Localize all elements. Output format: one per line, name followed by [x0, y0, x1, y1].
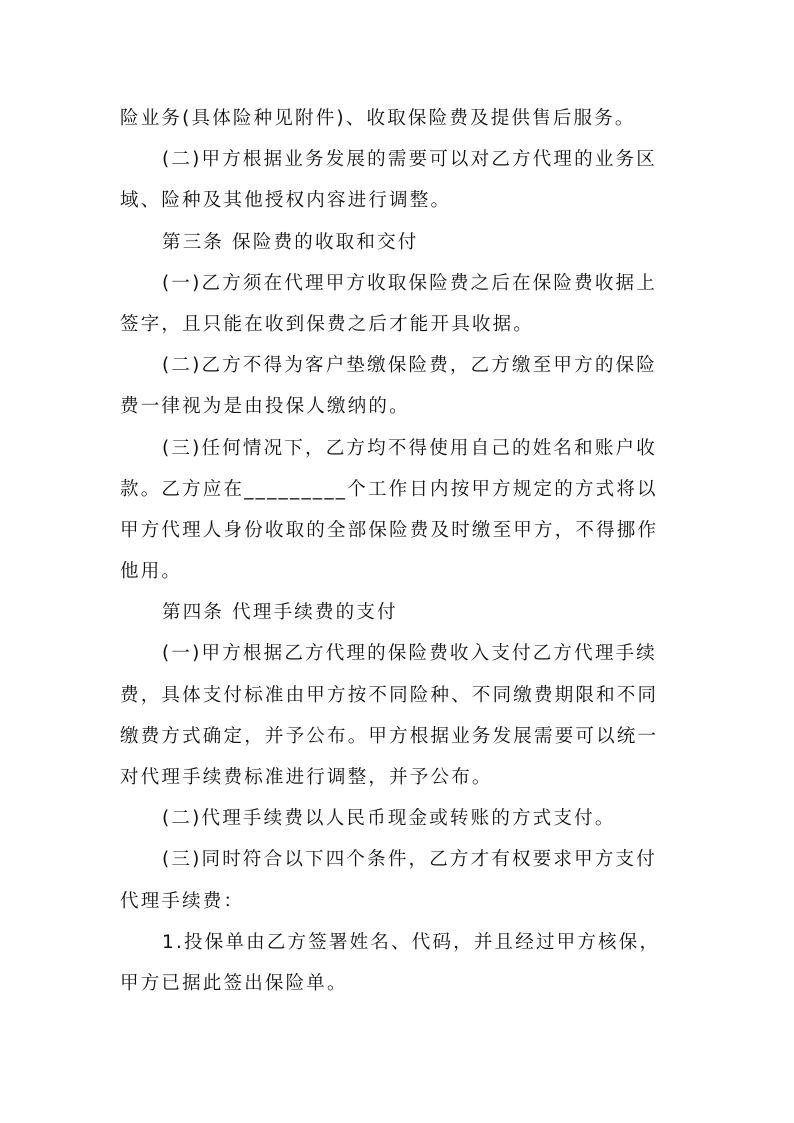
text-line-15: 费，具体支付标准由甲方按不同险种、不同缴费期限和不同 — [120, 684, 659, 706]
text-line-12: 他用。 — [120, 561, 183, 583]
text-line-10: 款。乙方应在_________个工作日内按甲方规定的方式将以 — [120, 478, 658, 500]
text-line-2: (二)甲方根据业务发展的需要可以对乙方代理的业务区 — [162, 149, 657, 171]
article-3-heading: 第三条 保险费的收取和交付 — [162, 231, 419, 253]
text-line-11: 甲方代理人身份收取的全部保险费及时缴至甲方，不得挪作 — [120, 519, 659, 541]
text-line-1: 险业务(具体险种见附件)、收取保险费及提供售后服务。 — [120, 108, 636, 129]
document-body — [120, 98, 675, 1004]
text-line-14: (一)甲方根据乙方代理的保险费收入支付乙方代理手续 — [162, 643, 657, 665]
text-line-9: (三)任何情况下，乙方均不得使用自己的姓名和账户收 — [162, 437, 657, 459]
text-line-18: (二)代理手续费以人民币现金或转账的方式支付。 — [162, 808, 616, 830]
article-4-heading: 第四条 代理手续费的支付 — [162, 602, 398, 624]
text-line-20: 代理手续费： — [120, 890, 245, 912]
text-line-8: 费一律视为是由投保人缴纳的。 — [120, 396, 410, 418]
text-line-3: 域、险种及其他授权内容进行调整。 — [120, 190, 452, 212]
text-line-5: (一)乙方须在代理甲方收取保险费之后在保险费收据上 — [162, 272, 657, 294]
text-line-7: (二)乙方不得为客户垫缴保险费，乙方缴至甲方的保险 — [162, 355, 657, 377]
text-line-6: 签字，且只能在收到保费之后才能开具收据。 — [120, 313, 535, 335]
text-line-21: 1.投保单由乙方签署姓名、代码，并且经过甲方核保， — [162, 931, 661, 953]
text-line-19: (三)同时符合以下四个条件，乙方才有权要求甲方支付 — [162, 849, 657, 871]
text-line-16: 缴费方式确定，并予公布。甲方根据业务发展需要可以统一 — [120, 725, 659, 747]
text-line-22: 甲方已据此签出保险单。 — [120, 972, 348, 994]
text-line-17: 对代理手续费标准进行调整，并予公布。 — [120, 767, 493, 788]
